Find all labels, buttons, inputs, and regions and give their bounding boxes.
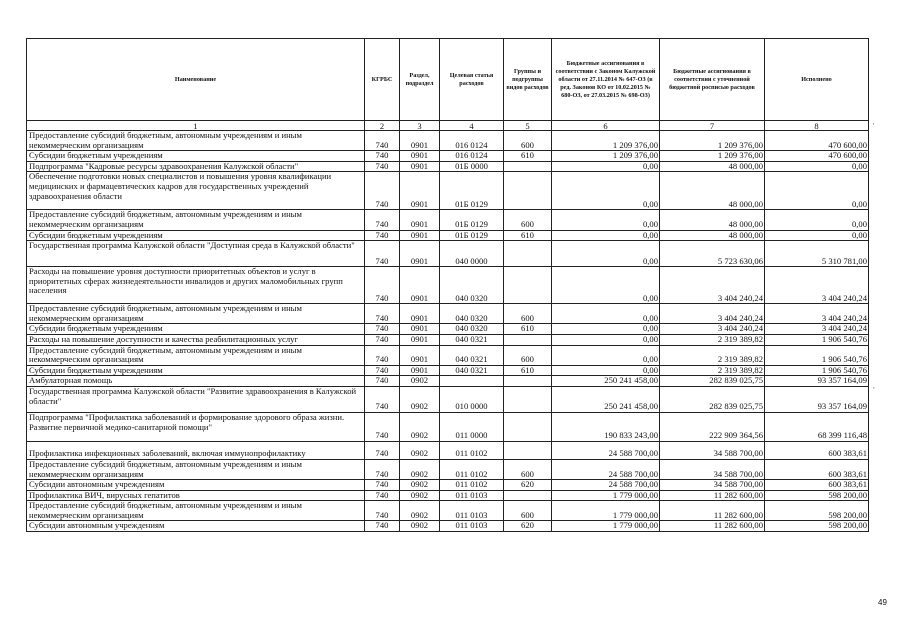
table-row (27, 210, 869, 230)
col-number: 5 (504, 121, 552, 131)
row-name: Субсидии автономным учреждениям (27, 521, 365, 532)
row-target: 011 0103 (440, 490, 504, 501)
row-kgrbs: 740 (365, 459, 400, 479)
row-law-amount: 1 209 376,00 (552, 151, 660, 162)
row-law-amount: 0,00 (552, 172, 660, 210)
row-refined-amount: 2 319 389,82 (660, 345, 765, 365)
row-law-amount: 24 588 700,00 (552, 459, 660, 479)
row-target: 040 0321 (440, 345, 504, 365)
row-name: Расходы на повышение доступности и качества реабилитационных услуг (27, 334, 365, 345)
row-kgrbs: 740 (365, 480, 400, 491)
row-name: Предоставление субсидий бюджетным, автономным учреждениям и иным некоммерческим организациям (27, 210, 365, 230)
row-target: 011 0102 (440, 459, 504, 479)
row-executed-amount: 470 600,00 (765, 131, 869, 151)
row-name: Субсидии автономным учреждениям (27, 480, 365, 491)
row-kgrbs: 740 (365, 267, 400, 304)
row-group (504, 334, 552, 345)
row-target: 011 0103 (440, 521, 504, 532)
row-executed-amount: 598 200,00 (765, 501, 869, 521)
row-law-amount: 24 588 700,00 (552, 480, 660, 491)
row-name: Предоставление субсидий бюджетным, автономным учреждениям и иным некоммерческим организациям (27, 459, 365, 479)
row-kgrbs: 740 (365, 365, 400, 376)
row-kgrbs: 740 (365, 151, 400, 162)
row-target: 040 0320 (440, 304, 504, 324)
row-executed-amount: 93 357 164,09 (765, 376, 869, 387)
row-law-amount: 0,00 (552, 334, 660, 345)
row-kgrbs: 740 (365, 345, 400, 365)
row-refined-amount: 34 588 700,00 (660, 441, 765, 459)
row-name: Предоставление субсидий бюджетным, автономным учреждениям и иным некоммерческим организациям (27, 131, 365, 151)
row-executed-amount: 0,00 (765, 230, 869, 241)
row-executed-amount: 0,00 (765, 161, 869, 172)
row-name: Субсидии бюджетным учреждениям (27, 324, 365, 335)
table-row (27, 161, 869, 172)
scan-mark: ' (873, 122, 875, 130)
row-target: 016 0124 (440, 131, 504, 151)
row-executed-amount: 1 906 540,76 (765, 334, 869, 345)
row-section: 0902 (400, 412, 440, 441)
row-section: 0902 (400, 376, 440, 387)
table-row (27, 131, 869, 151)
row-target: 010 0000 (440, 386, 504, 412)
row-target: 011 0102 (440, 480, 504, 491)
row-name: Предоставление субсидий бюджетным, автономным учреждениям и иным некоммерческим организациям (27, 345, 365, 365)
row-kgrbs: 740 (365, 501, 400, 521)
row-refined-amount: 48 000,00 (660, 161, 765, 172)
row-refined-amount: 5 723 630,06 (660, 241, 765, 267)
row-group: 610 (504, 324, 552, 335)
row-refined-amount: 11 282 600,00 (660, 490, 765, 501)
row-target: 040 0320 (440, 324, 504, 335)
row-section: 0901 (400, 324, 440, 335)
row-section: 0902 (400, 480, 440, 491)
row-target (440, 376, 504, 387)
row-name: Предоставление субсидий бюджетным, автономным учреждениям и иным некоммерческим организациям (27, 304, 365, 324)
row-kgrbs: 740 (365, 230, 400, 241)
row-executed-amount: 600 383,61 (765, 480, 869, 491)
table-row (27, 459, 869, 479)
row-executed-amount: 598 200,00 (765, 521, 869, 532)
row-section: 0901 (400, 230, 440, 241)
row-kgrbs: 740 (365, 412, 400, 441)
row-name: Расходы на повышение уровня доступности приоритетных объектов и услуг в приоритетных сферах жизнедеятельности инвалидов и других маломобильных групп населения (27, 267, 365, 304)
row-refined-amount: 3 404 240,24 (660, 267, 765, 304)
row-executed-amount: 600 383,61 (765, 459, 869, 479)
row-refined-amount: 48 000,00 (660, 210, 765, 230)
table-row (27, 490, 869, 501)
row-law-amount: 250 241 458,00 (552, 386, 660, 412)
row-kgrbs: 740 (365, 131, 400, 151)
table-row (27, 151, 869, 162)
row-group: 600 (504, 131, 552, 151)
row-law-amount: 0,00 (552, 304, 660, 324)
row-executed-amount: 0,00 (765, 210, 869, 230)
row-law-amount: 0,00 (552, 267, 660, 304)
header-refined: Бюджетные ассигнования в соответствии с уточненной бюджетной росписью расходов (660, 39, 765, 121)
row-refined-amount: 222 909 364,56 (660, 412, 765, 441)
row-kgrbs: 740 (365, 521, 400, 532)
row-executed-amount: 598 200,00 (765, 490, 869, 501)
row-executed-amount: 93 357 164,09 (765, 386, 869, 412)
table-row (27, 334, 869, 345)
row-group: 610 (504, 230, 552, 241)
row-group: 600 (504, 459, 552, 479)
table-row (27, 304, 869, 324)
row-kgrbs: 740 (365, 241, 400, 267)
row-kgrbs: 740 (365, 210, 400, 230)
row-section: 0901 (400, 151, 440, 162)
table-row (27, 376, 869, 387)
row-executed-amount: 600 383,61 (765, 441, 869, 459)
row-kgrbs: 740 (365, 172, 400, 210)
scan-mark: , (873, 382, 875, 390)
row-name: Профилактика ВИЧ, вирусных гепатитов (27, 490, 365, 501)
row-refined-amount: 3 404 240,24 (660, 304, 765, 324)
row-name: Государственная программа Калужской области "Доступная среда в Калужской области" (27, 241, 365, 267)
table-row (27, 501, 869, 521)
row-refined-amount: 282 839 025,75 (660, 386, 765, 412)
row-name: Предоставление субсидий бюджетным, автономным учреждениям и иным некоммерческим организациям (27, 501, 365, 521)
row-law-amount: 0,00 (552, 210, 660, 230)
row-kgrbs: 740 (365, 324, 400, 335)
row-name: Субсидии бюджетным учреждениям (27, 365, 365, 376)
row-kgrbs: 740 (365, 441, 400, 459)
row-target: 01Б 0129 (440, 210, 504, 230)
row-section: 0901 (400, 267, 440, 304)
row-group (504, 376, 552, 387)
row-target: 040 0000 (440, 241, 504, 267)
row-section: 0901 (400, 345, 440, 365)
row-law-amount: 0,00 (552, 241, 660, 267)
budget-table (26, 38, 869, 532)
row-refined-amount: 1 209 376,00 (660, 151, 765, 162)
row-executed-amount: 1 906 540,76 (765, 345, 869, 365)
row-name: Подпрограмма "Кадровые ресурсы здравоохранения Калужской области" (27, 161, 365, 172)
row-group: 610 (504, 365, 552, 376)
row-executed-amount: 68 399 116,48 (765, 412, 869, 441)
table-row (27, 267, 869, 304)
row-law-amount: 1 209 376,00 (552, 131, 660, 151)
table-header (27, 39, 869, 131)
row-group (504, 172, 552, 210)
table-row (27, 345, 869, 365)
col-number: 8 (765, 121, 869, 131)
column-numbers-row (27, 121, 869, 131)
table-row (27, 241, 869, 267)
table-row (27, 386, 869, 412)
table-row (27, 230, 869, 241)
row-section: 0901 (400, 210, 440, 230)
row-section: 0902 (400, 386, 440, 412)
row-refined-amount: 48 000,00 (660, 172, 765, 210)
row-group: 600 (504, 210, 552, 230)
row-section: 0901 (400, 241, 440, 267)
row-law-amount: 0,00 (552, 324, 660, 335)
table-row (27, 365, 869, 376)
row-kgrbs: 740 (365, 304, 400, 324)
table-row (27, 412, 869, 441)
header-name: Наименование (27, 39, 365, 121)
row-name: Амбулаторная помощь (27, 376, 365, 387)
row-law-amount: 24 588 700,00 (552, 441, 660, 459)
row-target: 01Б 0129 (440, 172, 504, 210)
table-row (27, 441, 869, 459)
col-number: 7 (660, 121, 765, 131)
table-row (27, 480, 869, 491)
row-name: Обеспечение подготовки новых специалистов и повышения уровня квалификации медицинских и фармацевтических кадров для государственных учреждений здравоохранения области (27, 172, 365, 210)
row-law-amount: 0,00 (552, 365, 660, 376)
row-target: 016 0124 (440, 151, 504, 162)
row-kgrbs: 740 (365, 386, 400, 412)
row-target: 040 0320 (440, 267, 504, 304)
col-number: 3 (400, 121, 440, 131)
row-section: 0901 (400, 172, 440, 210)
header-executed: Исполнено (765, 39, 869, 121)
row-group: 620 (504, 521, 552, 532)
table-row (27, 324, 869, 335)
header-law: Бюджетные ассигнования в соответствии с Законом Калужской области от 27.11.2014 № 647-ОЗ (в ред. Законов КО от 10.02.2015 № 680-ОЗ, от 27.03.2015 № 698-ОЗ) (552, 39, 660, 121)
row-target: 011 0103 (440, 501, 504, 521)
row-kgrbs: 740 (365, 334, 400, 345)
budget-table-sheet (26, 38, 868, 532)
row-law-amount: 1 779 000,00 (552, 501, 660, 521)
row-name: Подпрограмма "Профилактика заболеваний и формирование здорового образа жизни. Развитие первичной медико-санитарной помощи" (27, 412, 365, 441)
row-law-amount: 0,00 (552, 161, 660, 172)
col-number: 4 (440, 121, 504, 131)
row-name: Профилактика инфекционных заболеваний, включая иммунопрофилактику (27, 441, 365, 459)
row-section: 0901 (400, 304, 440, 324)
header-groups: Группы и подгруппы видов расходов (504, 39, 552, 121)
col-number: 2 (365, 121, 400, 131)
row-section: 0902 (400, 490, 440, 501)
header-section: Раздел, подраздел (400, 39, 440, 121)
row-executed-amount: 0,00 (765, 172, 869, 210)
row-section: 0902 (400, 501, 440, 521)
row-section: 0902 (400, 459, 440, 479)
row-name: Субсидии бюджетным учреждениям (27, 230, 365, 241)
row-group (504, 412, 552, 441)
row-section: 0901 (400, 131, 440, 151)
row-kgrbs: 740 (365, 376, 400, 387)
row-refined-amount: 1 209 376,00 (660, 131, 765, 151)
row-group (504, 386, 552, 412)
row-refined-amount: 2 319 389,82 (660, 365, 765, 376)
row-executed-amount: 1 906 540,76 (765, 365, 869, 376)
header-target: Целевая статья расходов (440, 39, 504, 121)
row-name: Субсидии бюджетным учреждениям (27, 151, 365, 162)
row-group: 600 (504, 345, 552, 365)
page-number: 49 (878, 598, 887, 607)
row-section: 0902 (400, 521, 440, 532)
row-section: 0902 (400, 441, 440, 459)
row-law-amount: 190 833 243,00 (552, 412, 660, 441)
row-name: Государственная программа Калужской области "Развитие здравоохранения в Калужской области" (27, 386, 365, 412)
row-group (504, 241, 552, 267)
row-kgrbs: 740 (365, 161, 400, 172)
table-body (27, 131, 869, 532)
row-group: 600 (504, 501, 552, 521)
row-section: 0901 (400, 161, 440, 172)
row-executed-amount: 3 404 240,24 (765, 324, 869, 335)
row-law-amount: 250 241 458,00 (552, 376, 660, 387)
row-law-amount: 0,00 (552, 230, 660, 241)
row-executed-amount: 3 404 240,24 (765, 267, 869, 304)
row-law-amount: 1 779 000,00 (552, 490, 660, 501)
table-row (27, 521, 869, 532)
col-number: 1 (27, 121, 365, 131)
row-group (504, 490, 552, 501)
row-group: 620 (504, 480, 552, 491)
row-section: 0901 (400, 365, 440, 376)
row-law-amount: 1 779 000,00 (552, 521, 660, 532)
row-refined-amount: 3 404 240,24 (660, 324, 765, 335)
row-target: 01Б 0129 (440, 230, 504, 241)
row-refined-amount: 2 319 389,82 (660, 334, 765, 345)
row-target: 040 0321 (440, 334, 504, 345)
row-refined-amount: 11 282 600,00 (660, 521, 765, 532)
row-law-amount: 0,00 (552, 345, 660, 365)
row-executed-amount: 5 310 781,00 (765, 241, 869, 267)
row-target: 040 0321 (440, 365, 504, 376)
row-group (504, 441, 552, 459)
row-group (504, 267, 552, 304)
header-kgrbs: КГРБС (365, 39, 400, 121)
row-refined-amount: 34 588 700,00 (660, 480, 765, 491)
row-target: 011 0000 (440, 412, 504, 441)
row-refined-amount: 282 839 025,75 (660, 376, 765, 387)
row-section: 0901 (400, 334, 440, 345)
row-group: 610 (504, 151, 552, 162)
row-target: 01Б 0000 (440, 161, 504, 172)
row-group (504, 161, 552, 172)
row-refined-amount: 34 588 700,00 (660, 459, 765, 479)
col-number: 6 (552, 121, 660, 131)
row-kgrbs: 740 (365, 490, 400, 501)
row-group: 600 (504, 304, 552, 324)
table-row (27, 172, 869, 210)
row-refined-amount: 11 282 600,00 (660, 501, 765, 521)
row-target: 011 0102 (440, 441, 504, 459)
row-executed-amount: 3 404 240,24 (765, 304, 869, 324)
row-executed-amount: 470 600,00 (765, 151, 869, 162)
row-refined-amount: 48 000,00 (660, 230, 765, 241)
